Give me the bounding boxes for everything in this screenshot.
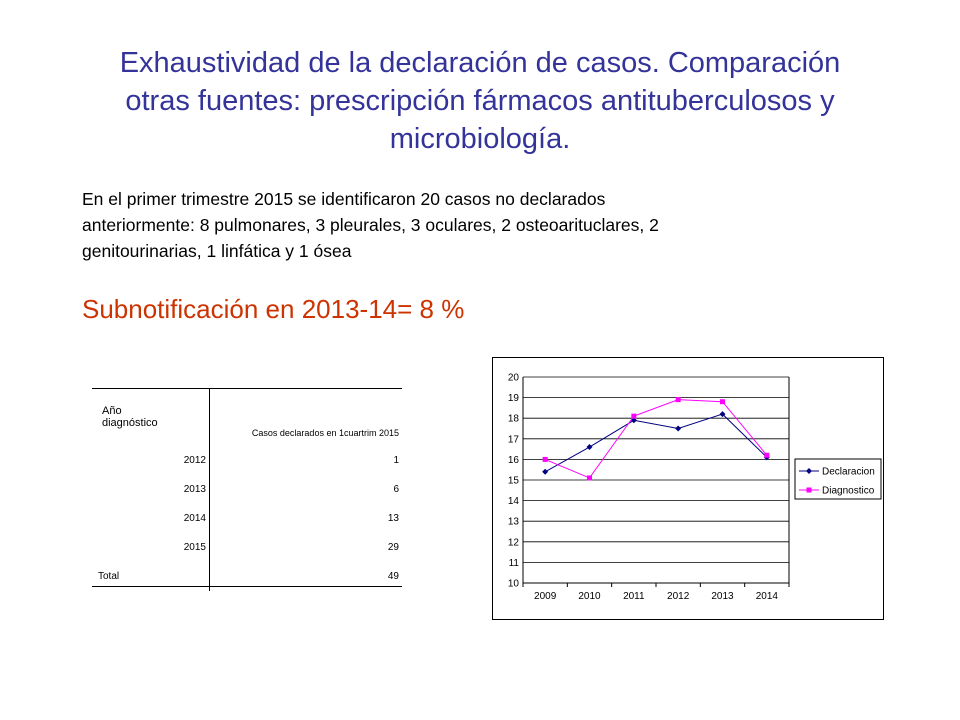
table-header-row [92,388,402,446]
table-row [92,475,402,504]
data-point [720,399,725,404]
legend-label: Diagnostico [822,485,875,497]
x-tick-label: 2011 [623,591,645,602]
data-point [764,453,769,458]
x-tick-label: 2012 [667,591,690,602]
title-line-1: Exhaustividad de la declaración de casos. Comparación [119,47,841,79]
row-value: 6 [393,484,399,495]
y-tick-label: 18 [507,413,519,425]
table-total-row [92,562,402,591]
y-tick-label: 11 [508,557,519,569]
row-year: 2014 [92,504,210,533]
data-point [543,457,548,462]
slide-title [60,44,900,158]
y-tick-label: 17 [507,434,519,446]
data-point [587,475,592,480]
y-tick-label: 12 [507,537,519,549]
x-tick-label: 2010 [578,591,601,602]
y-tick-label: 13 [507,516,519,528]
table-row [92,446,402,475]
row-year: 2015 [92,533,210,562]
y-tick-label: 10 [507,578,519,590]
table-row [92,533,402,562]
y-tick-label: 19 [507,393,519,405]
y-tick-label: 16 [507,454,519,466]
row-value: 1 [393,455,399,466]
y-tick-label: 15 [507,475,519,487]
line-chart [493,358,883,619]
row-year: 2013 [92,475,210,504]
row-value: 29 [387,542,399,553]
data-point [631,414,636,419]
y-tick-label: 20 [507,372,519,384]
line-chart-frame [492,357,884,620]
paragraph-line-2: anteriormente: 8 pulmonares, 3 pleurales, 3 oculares, 2 osteoarituclares, 2 [82,215,659,235]
total-label: Total [92,562,210,591]
x-tick-label: 2013 [711,591,734,602]
header-year [92,388,210,446]
title-line-3: microbiología. [389,123,571,155]
paragraph-line-3: genitourinarias, 1 linfática y 1 ósea [82,241,352,261]
paragraph-line-1: En el primer trimestre 2015 se identificaron 20 casos no declarados [82,189,606,209]
title-line-2: otras fuentes: prescripción fármacos antituberculosos y [125,85,835,117]
table-row [92,504,402,533]
subnotification-heading: Subnotificación en 2013-14= 8 % [82,294,465,324]
total-value: 49 [387,571,399,582]
row-year: 2012 [92,446,210,475]
legend-marker [807,488,812,493]
header-year-line-2: diagnóstico [102,417,158,429]
x-tick-label: 2014 [755,591,778,602]
cases-table [92,388,402,591]
row-value: 13 [387,513,399,524]
y-tick-label: 14 [507,496,519,508]
legend-label: Declaracion [822,466,875,478]
data-point [676,397,681,402]
header-cases: Casos declarados en 1cuartrim 2015 [251,428,399,438]
x-tick-label: 2009 [534,591,557,602]
description-paragraph [82,186,812,264]
header-year-line-1: Año [102,405,122,417]
